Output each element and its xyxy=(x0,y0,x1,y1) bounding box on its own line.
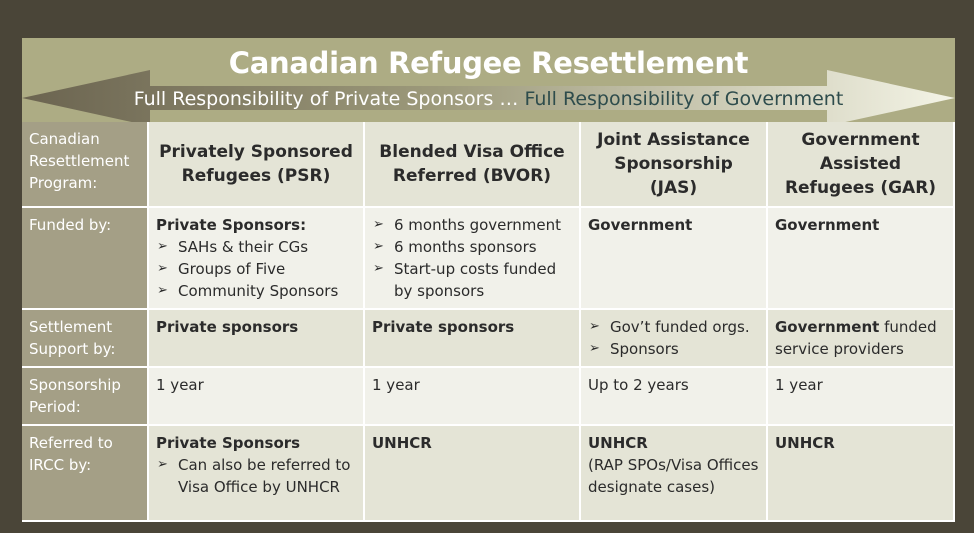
referred-jas-title: UNHCR xyxy=(588,434,648,452)
referred-gar-text: UNHCR xyxy=(775,434,835,452)
funded-gar xyxy=(768,208,955,310)
header-bvor: Blended Visa Office Referred (BVOR) xyxy=(365,122,581,208)
settlement-jas xyxy=(581,310,768,368)
list-item: ➢ Start-up costs funded by sponsors xyxy=(372,258,572,302)
program-table xyxy=(22,122,955,522)
period-psr: 1 year xyxy=(149,368,365,426)
settlement-gar-rest: funded service providers xyxy=(775,318,937,358)
referred-psr-list xyxy=(156,454,356,498)
funded-psr-title: Private Sponsors: xyxy=(156,216,307,234)
funded-psr-list xyxy=(156,236,356,302)
table-row xyxy=(22,426,955,522)
title-banner xyxy=(22,38,955,122)
header-gar: Government Assisted Refugees (GAR) xyxy=(768,122,955,208)
resettlement-card xyxy=(22,38,955,498)
header-jas: Joint Assistance Sponsorship (JAS) xyxy=(581,122,768,208)
settlement-jas-list xyxy=(588,316,759,360)
funded-jas xyxy=(581,208,768,310)
funded-psr xyxy=(149,208,365,310)
list-item: ➢ 6 months government xyxy=(372,214,572,236)
referred-psr xyxy=(149,426,365,522)
table-row xyxy=(22,208,955,310)
table-row xyxy=(22,122,955,208)
period-gar: 1 year xyxy=(768,368,955,426)
subtitle xyxy=(22,88,955,110)
settlement-bvor-text: Private sponsors xyxy=(372,318,515,336)
row-label-funded: Funded by: xyxy=(22,208,149,310)
row-label-referred: Referred to IRCC by: xyxy=(22,426,149,522)
list-item: ➢ Gov’t funded orgs. xyxy=(588,316,759,338)
list-item: ➢ SAHs & their CGs xyxy=(156,236,356,258)
header-psr: Privately Sponsored Refugees (PSR) xyxy=(149,122,365,208)
period-bvor: 1 year xyxy=(365,368,581,426)
referred-psr-title: Private Sponsors xyxy=(156,434,301,452)
settlement-psr-text: Private sponsors xyxy=(156,318,299,336)
list-item: ➢ Sponsors xyxy=(588,338,759,360)
settlement-gar-bold: Government xyxy=(775,318,880,336)
list-item: ➢ Can also be referred to Visa Office by UNHCR xyxy=(156,454,356,498)
settlement-gar xyxy=(768,310,955,368)
row-label-program: Canadian Resettlement Program: xyxy=(22,122,149,208)
referred-bvor-text: UNHCR xyxy=(372,434,432,452)
funded-bvor-list xyxy=(372,214,572,302)
referred-jas xyxy=(581,426,768,522)
funded-bvor xyxy=(365,208,581,310)
referred-bvor xyxy=(365,426,581,522)
settlement-psr xyxy=(149,310,365,368)
list-item: ➢ Groups of Five xyxy=(156,258,356,280)
list-item: ➢ Community Sponsors xyxy=(156,280,356,302)
settlement-bvor xyxy=(365,310,581,368)
table-row xyxy=(22,368,955,426)
row-label-period: Sponsorship Period: xyxy=(22,368,149,426)
period-jas: Up to 2 years xyxy=(581,368,768,426)
funded-gar-text: Government xyxy=(775,216,880,234)
subtitle-government: Full Responsibility of Government xyxy=(518,88,844,110)
funded-jas-text: Government xyxy=(588,216,693,234)
page-title: Canadian Refugee Resettlement xyxy=(228,46,749,80)
table-row xyxy=(22,310,955,368)
subtitle-private: Full Responsibility of Private Sponsors … xyxy=(133,88,519,110)
referred-jas-note: (RAP SPOs/Visa Offices designate cases) xyxy=(588,456,759,496)
list-item: ➢ 6 months sponsors xyxy=(372,236,572,258)
row-label-settlement: Settlement Support by: xyxy=(22,310,149,368)
referred-gar xyxy=(768,426,955,522)
